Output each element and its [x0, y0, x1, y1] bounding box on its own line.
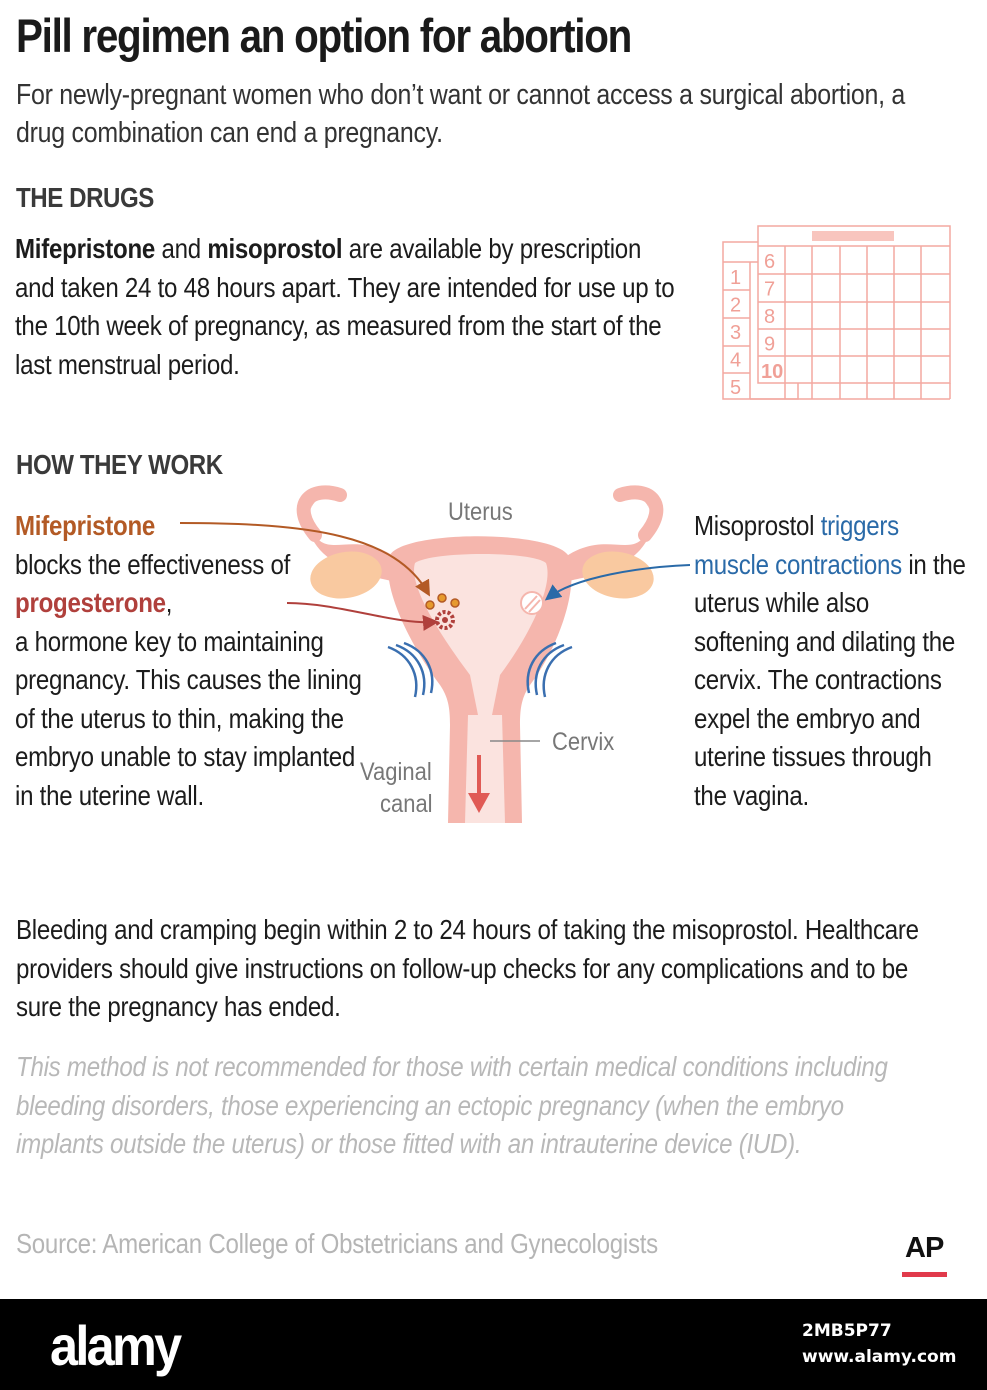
page-title: Pill regimen an option for abortion — [16, 9, 632, 62]
mife-line1: blocks the effectiveness of — [15, 548, 291, 580]
warning-note: This method is not recommended for those with certain medical conditions including bleeding disorders, those experiencing an ectopic pregnancy (when the embryo implants outside the uterus) or those fitted with an intrauterine device (IUD). — [16, 1051, 888, 1159]
calendar-header-bar — [812, 231, 894, 241]
drugs-and: and — [155, 233, 208, 264]
ap-logo: AP — [905, 1232, 944, 1264]
how-heading: HOW THEY WORK — [16, 449, 223, 480]
cervix-label: Cervix — [552, 727, 615, 756]
progesterone-label: progesterone — [15, 587, 166, 618]
source-credit: Source: American College of Obstetricians and Gynecologists — [16, 1228, 658, 1259]
misoprostol-label: Misoprostol — [694, 510, 815, 541]
vaginal-label-2: canal — [380, 789, 433, 818]
drugs-text: are available by prescription and taken 24 to 48 hours apart. They are intended for use up to the 10th week of pregnancy, as measured from the start of the last menstrual period. — [15, 233, 675, 380]
calendar-week-number: 6 — [764, 251, 776, 273]
drugs-heading: THE DRUGS — [16, 182, 154, 213]
calendar-grid — [723, 226, 950, 399]
calendar-week-number: 9 — [764, 333, 776, 356]
ap-logo-bar — [902, 1272, 947, 1277]
vaginal-label-1: Vaginal — [360, 757, 432, 786]
prog-comma: , — [165, 587, 173, 618]
calendar-week-number: 4 — [730, 349, 742, 372]
calendar-week-number: 2 — [730, 294, 742, 317]
calendar-week-number: 3 — [730, 322, 742, 344]
calendar-week-number: 7 — [764, 278, 776, 301]
calendar-left-numbers — [730, 267, 741, 399]
bleeding-paragraph: Bleeding and cramping begin within 2 to 24 hours of taking the misoprostol. Healthcare providers should give instructions on follow-up checks for any complications and to be sure the pregnancy has ended. — [16, 914, 919, 1022]
drugs-description — [15, 230, 677, 384]
alamy-logo: alamy — [50, 1314, 180, 1377]
image-id: 2MB5P77 — [802, 1321, 892, 1341]
uterus-diagram — [170, 485, 690, 830]
mife-rest: a hormone key to maintaining pregnancy. This causes the lining of the uterus to thin, making the embryo unable to stay implanted in the uterine wall. — [15, 625, 362, 811]
calendar-week-number: 1 — [730, 267, 742, 289]
uterus-label: Uterus — [448, 497, 513, 526]
page-subtitle: For newly-pregnant women who don’t want or cannot access a surgical abortion, a drug combination can end a pregnancy. — [16, 79, 906, 149]
watermark-footer — [0, 1299, 987, 1390]
calendar-week-number: 8 — [764, 306, 776, 328]
contractions-highlight: triggers muscle contractions — [694, 510, 902, 580]
calendar-graphic — [720, 222, 955, 404]
misoprostol-pill-icon — [521, 592, 543, 614]
calendar-week-number: 5 — [730, 377, 742, 399]
drug-name-mifepristone: Mifepristone — [15, 233, 156, 264]
misoprostol-explanation — [694, 507, 969, 815]
watermark-url: www.alamy.com — [802, 1347, 957, 1367]
calendar-week-number: 10 — [761, 361, 784, 383]
mifepristone-label: Mifepristone — [15, 510, 156, 541]
drug-name-misoprostol: misoprostol — [207, 233, 343, 264]
miso-rest: in the uterus while also softening and dilating the cervix. The contractions expel the embryo and uterine tissues through the vagina. — [694, 548, 966, 811]
